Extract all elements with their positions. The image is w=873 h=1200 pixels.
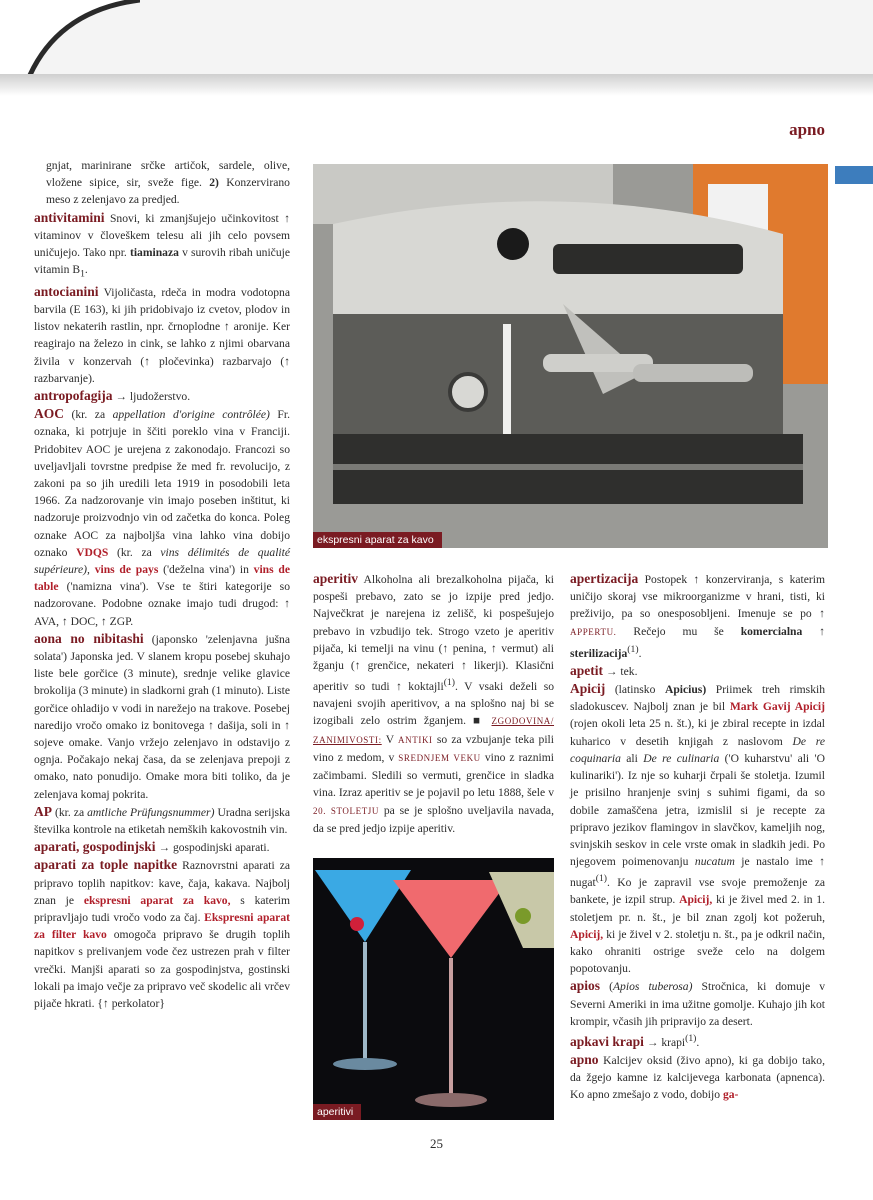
headword: Apicij xyxy=(570,681,606,697)
cocktail-glasses-illustration xyxy=(313,858,554,1120)
entry-apicij: Apicij (latinsko Apicius) Priimek treh rimskih sladokuscev. Najbolj znan je bil Mark Gavij Apicij (rojen okoli leta 25 n. št.), ki je zbiral recepte in izdal kuharico v desetih knjigah z naslovom De re coquinaria ali De re culinaria ('O kuharstvu' ali 'O kulinariki'). Iz nje so kuharji črpali še stoletja. Izumil je prisilno hranjenje svinj s suhimi figami, da so dobile zamaščena jetra, izmislil si je recepte za pripravo jezikov flamingov in slavčkov, kameljih nog, svinjskih seskov in cele vrste omak in sladkih jedi. Po njegovem poimenovanju nucatum je nastalo ime ↑ nugat$^{(1)}$. Ko je zapravil vse svoje premoženje za bankete, je izpil strup. Apicij, ki je živel med 2. in 1. stoletjem pr. n. št., je bil znan zgolj kot požeruh, Apicij, ki je živel v 2. stoletju n. št., pa je odkril način, kako ohraniti ostrige sveže celo na dolgem popotovanju. xyxy=(570,681,826,976)
photo-aperitifs xyxy=(313,858,554,1120)
photo-espresso-machine xyxy=(313,164,828,548)
entry-apertizacija: apertizacija Postopek ↑ konzerviranja, s katerim uničijo skoraj vse mikroorganizme v hrani, tisti, ki preživijo, pa so onesposobljeni. Imenuje se po ↑ APPERTU. Rečejo mu še komercialna ↑ sterilizacija$^{(1)}$. xyxy=(570,571,826,660)
headword: antropofagija xyxy=(34,387,113,403)
headword: aperitiv xyxy=(313,571,358,586)
see-arrow-icon: → xyxy=(605,664,618,678)
headword: apno xyxy=(570,1052,599,1068)
headword: AP xyxy=(34,803,52,819)
photo-caption: aperitivi xyxy=(313,1104,361,1120)
headword: antocianini xyxy=(34,283,99,299)
cross-ref-icon: ↑ xyxy=(819,607,825,621)
see-arrow-icon: → xyxy=(115,389,128,403)
entry-antivitamini: antivitamini Snovi, ki zmanjšujejo učinkovitost ↑ vitaminov v človeškem telesu ali jih celo povsem uničujejo. Tako npr. tiaminaza v surovih ribah uničuje vitamin $B_1$. xyxy=(34,209,290,280)
page-curl-shadow xyxy=(0,0,140,80)
cross-ref-icon: ↑ xyxy=(396,680,402,694)
photo-caption: ekspresni aparat za kavo xyxy=(313,532,442,548)
entry-apetit: apetit → tek. xyxy=(570,662,638,678)
cross-ref-icon: ↑ xyxy=(461,659,467,673)
see-arrow-icon: → xyxy=(158,841,171,855)
headword: antivitamini xyxy=(34,209,105,225)
headword: aona no nibitashi xyxy=(34,630,144,646)
headword: apkavi krapi xyxy=(570,1033,644,1049)
cross-ref-icon: ↑ xyxy=(693,573,700,586)
cross-ref-icon: ↑ xyxy=(284,718,290,732)
cross-ref-icon: ↑ xyxy=(61,614,68,628)
entry-aparati-za-tople-napitke: aparati za tople napitke Raznovrstni aparati za pripravo toplih napitkov: kave, čaja, kakava. Najbolj znan je ekspresni aparat za kavo, s katerim pripravljajo tudi vročo vodo za čaj. Ekspresni aparat za filter kavo omogoča pripravo še drugih toplih napitkov s prelivanjem vode čez ustrezen prah v filter vrečki. Manjši aparati so za gospodinjstva, gostinski lokali pa imajo večje za pripravo več skodelic ali vrčev pijače hkrati. {↑ perkolator} xyxy=(34,857,290,1011)
cross-ref-icon: ↑ xyxy=(490,641,497,655)
cross-ref-icon: ↑ xyxy=(284,211,290,225)
left-column xyxy=(34,157,290,1012)
entry-apkavi-krapi: apkavi krapi → krapi$^{(1)}$. xyxy=(570,1033,700,1049)
cross-ref-icon: ↑ xyxy=(144,354,151,368)
headword: apios xyxy=(570,978,601,994)
entry-aperitiv: aperitiv Alkoholna ali brezalkoholna pijača, ki pospeši prebavo, zato se jo izpije pred jedjo. Največkrat je narejena iz zelišč, ki pospešujejo prebavo in vzbudijo tek. Strogo vzeto je aperitiv pijača, ki temelji na vinu (↑ penina, ↑ vermut) ali žganju (↑ grenčice, nekateri ↑ likerji). Klasični aperitiv so tudi ↑ koktajli$^{(1)}$. V vsaki deželi so navajeni svojih aperitivov, a na splošno naj bi se izogibali zelo ostrim žganjem. ■ ZGODOVINA/ ZANIMIVOSTI: V ANTIKI so za vzbujanje teka pili vino z medom, v SREDNJEM VEKU vino z raznimi začimbami. Sledili so vermuti, grenčice in sladka vina. Izraz aperitiv se je pojavil po letu 1888, šele v 20. STOLETJU pa se je splošno uveljavila navada, da se pred jedjo izpije aperitiv. xyxy=(313,571,555,835)
entry-continuation: gnjat, marinirane srčke artičok, sardele, olive, vložene sipice, sir, sveže fige. 2) Konzervirano meso z zelenjavo za predjed. xyxy=(46,159,290,207)
cross-ref-icon: ↑ xyxy=(354,659,361,673)
right-column xyxy=(570,570,825,1104)
running-head: apno xyxy=(789,120,825,139)
cross-ref-icon: ↑ xyxy=(208,718,214,732)
cross-ref-icon: ↑ xyxy=(819,855,825,869)
see-arrow-icon: → xyxy=(646,1035,659,1049)
entry-ap: AP (kr. za amtliche Prüfungsnummer) Uradna serijska številka kontrole na etiketah nemških kakovostnih vin. xyxy=(34,803,290,837)
entry-apno: apno Kalcijev oksid (živo apno), ki ga dobijo tako, da žgejo kamne iz kalcijevega karbonata (apnenca). Ko apno zmešajo z vodo, dobijo ga- xyxy=(570,1052,825,1102)
headword: AOC xyxy=(34,406,64,422)
entry-aparati-gospodinjski: aparati, gospodinjski → gospodinjski aparati. xyxy=(34,839,270,855)
cross-ref-icon: ↑ xyxy=(223,320,230,334)
thumb-index-tab xyxy=(835,166,873,184)
cross-ref-icon: ↑ xyxy=(102,997,109,1011)
cross-ref-icon: ↑ xyxy=(284,597,290,611)
entry-aona-no-nibitashi: aona no nibitashi (japonsko 'zelenjavna jušna solata') Japonska jed. V slanem kropu posebej skuhajo liste bele gorčice (3 minute), srednje velike glavice brokolija (3 minute) in sladkorni grah (1 minuto). Liste gorčice ohladijo v vodi in narežejo na trakove. Posebej naredijo vročo omako iz bonitovega ↑ dašija, soli in ↑ sojeve omake. Vanjo vržejo zelenjavo in odstavijo z ognja. Počakajo nekaj časa, da se zelenjava prepoji z omako, nato ponudijo. Omake mora biti toliko, da je zelenjava komaj pokrita. xyxy=(34,630,290,801)
cross-ref-icon: ↑ xyxy=(819,624,825,638)
entry-antropofagija: antropofagija → ljudožerstvo. xyxy=(34,387,191,403)
cross-ref-icon: ↑ xyxy=(442,641,449,655)
section-marker-icon: ■ xyxy=(473,714,485,728)
cross-ref-icon: ↑ xyxy=(100,614,107,628)
headword: apertizacija xyxy=(570,571,639,586)
page-number: 25 xyxy=(430,1136,443,1151)
headword: aparati za tople napitke xyxy=(34,857,178,873)
entry-apios: apios (Apios tuberosa) Stročnica, ki domuje v Severni Ameriki in ima užitne gomolje. Kuhajo jih kot krompir, včasih jih pripravijo za desert. xyxy=(570,978,825,1028)
entry-aoc: AOC (kr. za appellation d'origine contrôlée) Fr. oznaka, ki potrjuje in ščiti poreklo vina v Franciji. Pridobitev AOC je urejena z zakonodajo. Francozi so uveljavljali tovrstne predpise že med fr. revolucijo, z zakoni pa so jih uredili leta 1919 in posodobili leta 1966. Za nadzorovanje vin imajo poseben inštitut, ki nadzoruje proizvodnjo vin od začetka do konca. Poleg oznake AOC za najboljša vina lahko vina dobijo oznako VDQS (kr. za vins délimités de qualité supérieure), vins de pays ('deželna vina') in vins de table ('namizna vina'). Vse te štiri kategorije so nadzorovane. Podobne oznake imajo tudi drugod: ↑ AVA, ↑ DOC, ↑ ZGP. xyxy=(34,406,291,628)
scan-edge xyxy=(0,74,873,96)
headword: apetit xyxy=(570,662,603,678)
espresso-machine-illustration xyxy=(313,164,828,548)
middle-column xyxy=(313,570,554,837)
entry-antocianini: antocianini Vijoličasta, rdeča in modra vodotopna barvila (E 163), ki jih pridobivajo iz cvetov, plodov in listov nekaterih rastlin, npr. črnoplodne ↑ aronije. Ker reagirajo na železo in cink, se lahko z njimi obarvana živila v konzervah (↑ pločevinka) razbarvajo (↑ razbarvanje). xyxy=(34,283,290,385)
cross-ref-icon: ↑ xyxy=(284,354,290,368)
headword: aparati, gospodinjski xyxy=(34,839,156,855)
